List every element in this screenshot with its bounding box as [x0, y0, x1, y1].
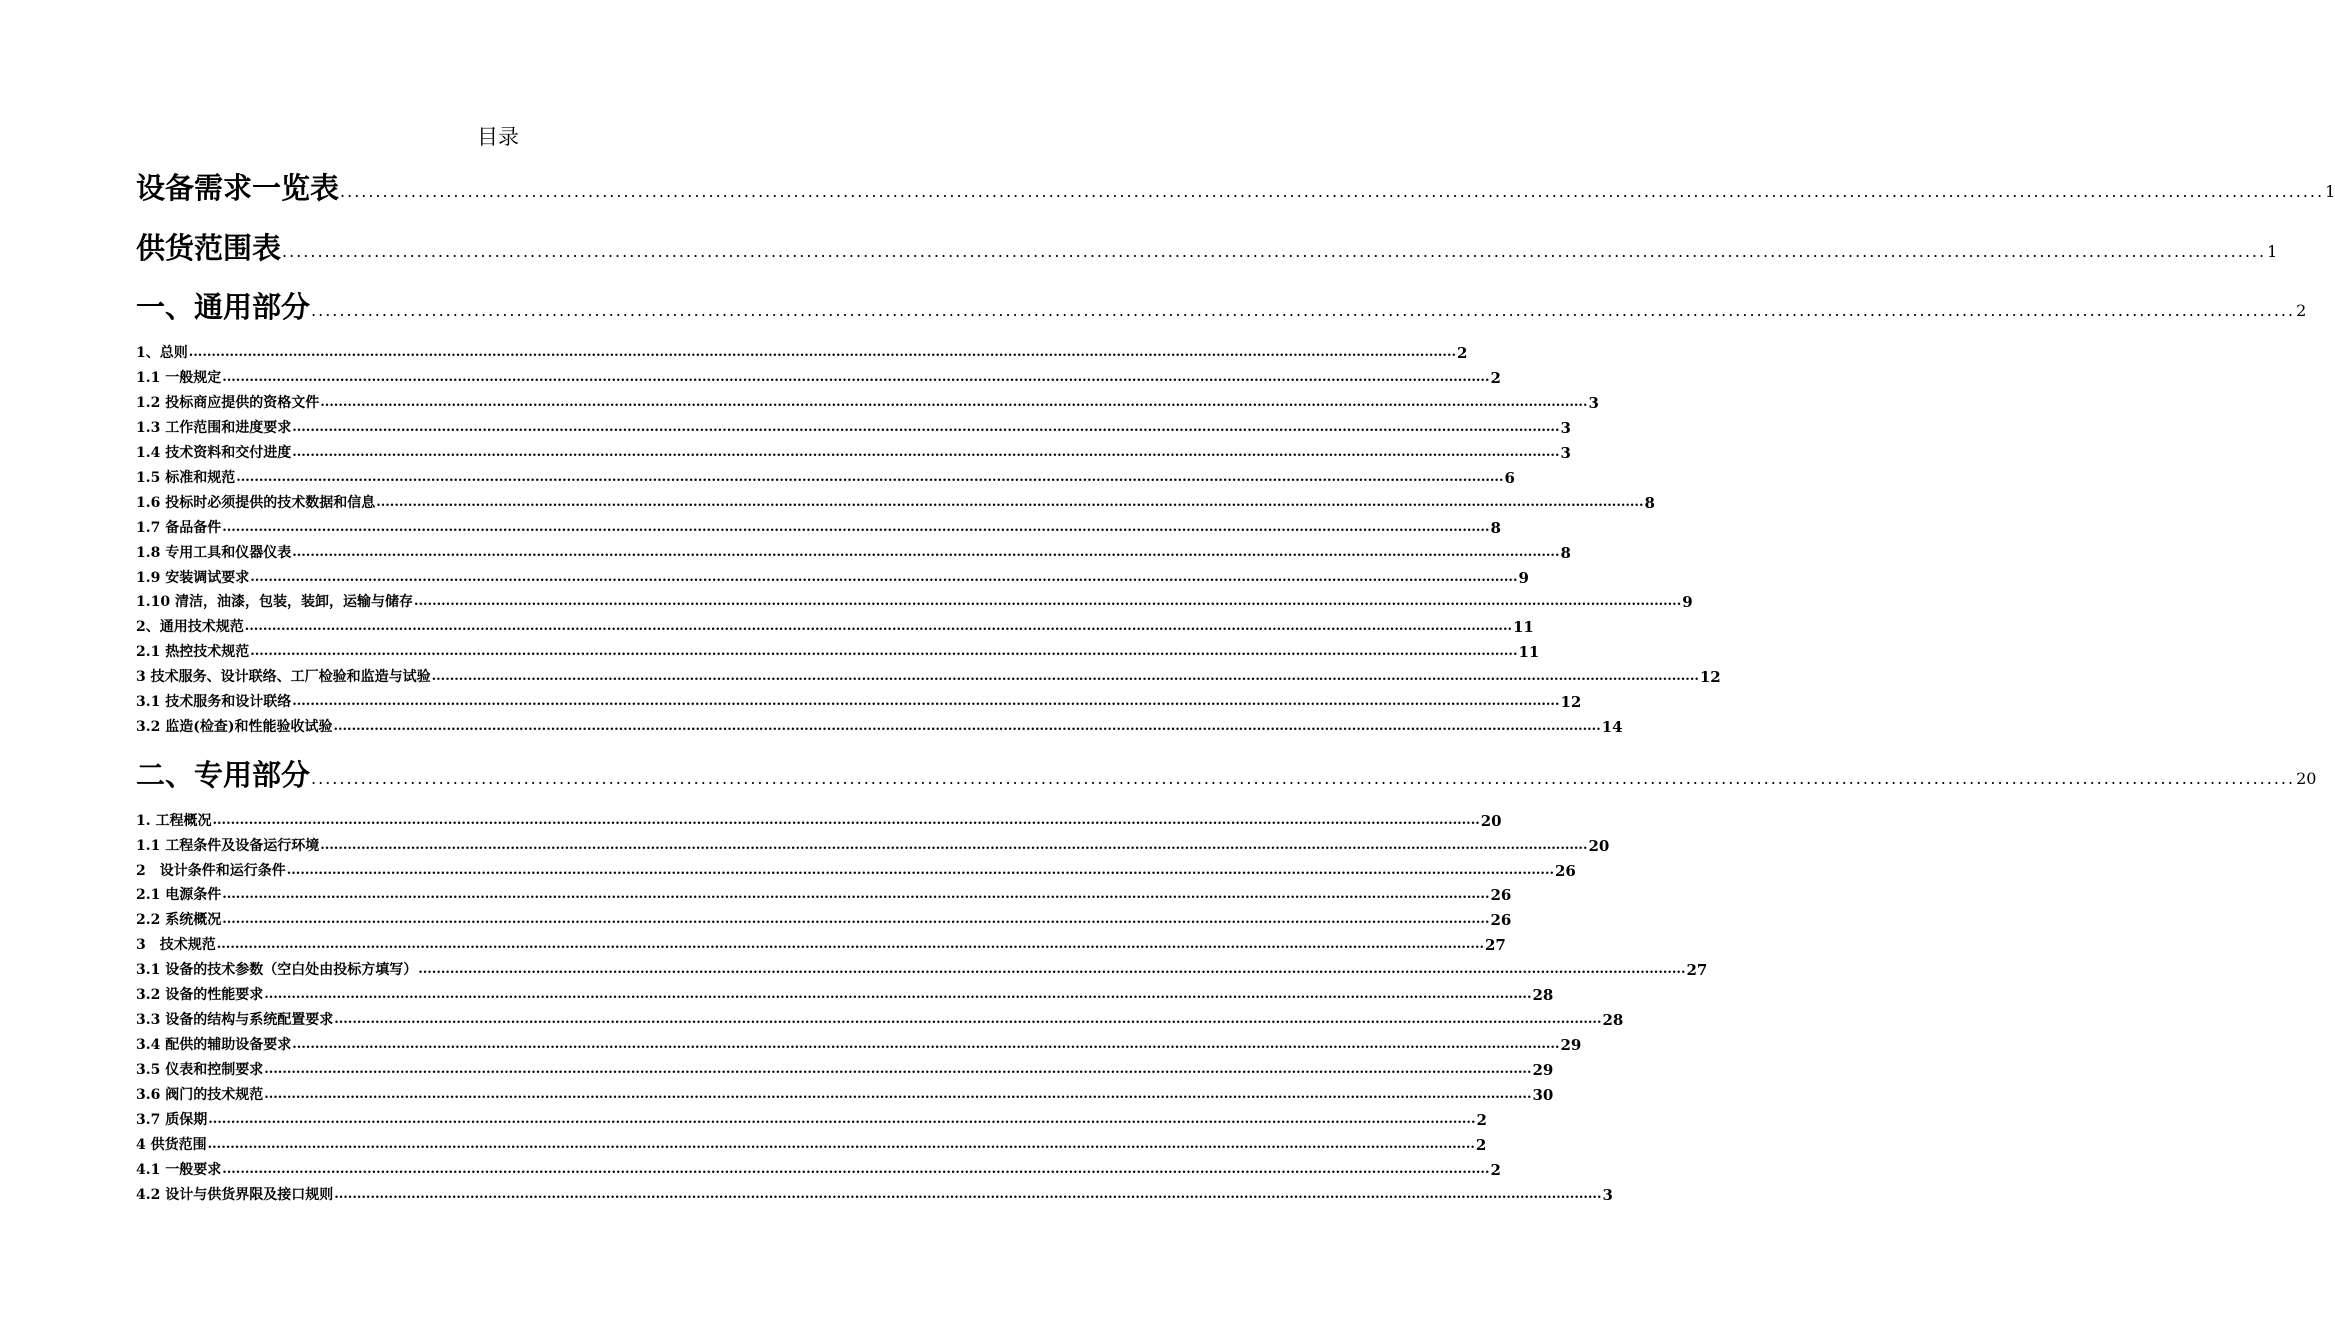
dot-leader: ........................................................................................................................................................................................................................................................................................ [418, 962, 1686, 977]
toc-entry-page: 2 [2296, 301, 2307, 320]
dot-leader: ........................................................................................................................................................................................................................................................................................ [222, 1162, 1490, 1177]
toc-entry-page: 14 [1601, 718, 1623, 736]
toc-entry-label: 设备需求一览表 [136, 171, 340, 205]
toc-entry [136, 1058, 1554, 1080]
toc-entry-label: 3.2 设备的性能要求 [136, 987, 264, 1003]
dot-leader: ........................................................................................................................................................................................................................................................................................ [292, 545, 1560, 560]
toc-entry [136, 516, 1501, 538]
toc-entry-label: 2.1 电源条件 [136, 887, 222, 903]
page-title: 目录 [477, 125, 519, 149]
toc-entry [136, 466, 1515, 488]
dot-leader: ........................................................................................................................................................................................................................................................................................ [207, 1137, 1475, 1152]
toc-entry-page: 3 [1560, 419, 1571, 437]
toc-entry [136, 933, 1506, 955]
toc-entry-label: 供货范围表 [136, 231, 282, 265]
toc-entry-label: 2.1 热控技术规范 [136, 644, 250, 660]
toc-entry [136, 615, 1534, 637]
toc-entry-page: 11 [1513, 618, 1534, 636]
toc-entry-label: 3.6 阀门的技术规范 [136, 1087, 264, 1103]
toc-entry [136, 715, 1623, 737]
toc-entry [136, 1133, 1487, 1155]
dot-leader: ........................................................................................................................................................................................................................................................................................ [431, 669, 1699, 684]
dot-leader: ........................................................................................................................................................................................................................................................................................ [236, 470, 1504, 485]
toc-entry-page: 9 [1682, 593, 1693, 611]
toc-entry-page: 3 [1588, 394, 1599, 412]
toc-entry [136, 1183, 1613, 1205]
toc-entry-label: 1.4 技术资料和交付进度 [136, 445, 292, 461]
dot-leader: ........................................................................................................................................................................................................................................................................................ [320, 838, 1588, 853]
dot-leader: ........................................................................................................................................................................................................................................................................................ [311, 769, 2296, 788]
dot-leader: ........................................................................................................................................................................................................................................................................................ [376, 495, 1644, 510]
toc-entry-label: 1.1 工程条件及设备运行环境 [136, 838, 320, 854]
toc-entry-page: 3 [1602, 1186, 1613, 1204]
toc-entry-page: 2 [1475, 1136, 1487, 1154]
toc-entry-page: 8 [1560, 544, 1571, 562]
toc-entry-page: 1 [2267, 242, 2278, 261]
dot-leader: ........................................................................................................................................................................................................................................................................................ [212, 813, 1480, 828]
toc-entry [136, 491, 1655, 513]
toc-entry-page: 26 [1490, 911, 1512, 929]
toc-entry-label: 1.2 投标商应提供的资格文件 [136, 395, 320, 411]
dot-leader: ........................................................................................................................................................................................................................................................................................ [264, 1087, 1532, 1102]
toc-entry-label: 3.7 质保期 [136, 1112, 208, 1128]
toc-entry [136, 958, 1708, 980]
toc-entry-label: 1.5 标准和规范 [136, 470, 236, 486]
toc-entry [136, 1158, 1501, 1180]
dot-leader: ........................................................................................................................................................................................................................................................................................ [334, 1187, 1602, 1202]
toc-entry-page: 3 [1560, 444, 1571, 462]
toc-entry-page: 20 [1588, 837, 1610, 855]
toc-entry-page: 2 [1490, 369, 1501, 387]
toc-entry-page: 9 [1518, 569, 1529, 587]
toc-entry [136, 168, 2335, 208]
toc-entry-page: 28 [1602, 1011, 1624, 1029]
toc-entry-page: 6 [1504, 469, 1515, 487]
toc-entry [136, 908, 1512, 930]
toc-entry [136, 541, 1571, 563]
toc-entry-page: 26 [1555, 862, 1576, 880]
toc-page [136, 0, 2335, 1344]
toc-entry-label: 1.1 一般规定 [136, 370, 222, 386]
toc-entry [136, 1033, 1582, 1055]
dot-leader: ........................................................................................................................................................................................................................................................................................ [282, 242, 2267, 261]
toc-entry-label: 4.2 设计与供货界限及接口规则 [136, 1187, 334, 1203]
toc-entry [136, 665, 1721, 687]
toc-entry-page: 8 [1644, 494, 1655, 512]
dot-leader: ........................................................................................................................................................................................................................................................................................ [292, 1037, 1560, 1052]
toc-entry-page: 29 [1560, 1036, 1582, 1054]
toc-entry-page: 27 [1686, 961, 1708, 979]
dot-leader: ........................................................................................................................................................................................................................................................................................ [292, 445, 1560, 460]
toc-entry-label: 3.1 技术服务和设计联络 [136, 694, 292, 710]
toc-entry-page: 29 [1532, 1061, 1554, 1079]
toc-entry [136, 566, 1529, 588]
toc-entry-page: 11 [1518, 643, 1540, 661]
toc-entry-label: 二、专用部分 [136, 758, 311, 792]
dot-leader: ........................................................................................................................................................................................................................................................................................ [222, 520, 1490, 535]
toc-entry-label: 2.2 系统概况 [136, 912, 222, 928]
toc-entry-label: 1.6 投标时必须提供的技术数据和信息 [136, 495, 376, 511]
toc-entry-label: 2、通用技术规范 [136, 619, 244, 635]
toc-entry-label: 3.4 配供的辅助设备要求 [136, 1037, 292, 1053]
dot-leader: ........................................................................................................................................................................................................................................................................................ [188, 345, 1456, 360]
toc-entry-page: 12 [1699, 668, 1721, 686]
toc-entry-label: 1.7 备品备件 [136, 520, 222, 536]
toc-entry-page: 27 [1485, 936, 1506, 954]
dot-leader: ........................................................................................................................................................................................................................................................................................ [208, 1112, 1476, 1127]
toc-entry [136, 640, 1540, 662]
toc-entry-label: 3.3 设备的结构与系统配置要求 [136, 1012, 334, 1028]
toc-entry-page: 28 [1532, 986, 1554, 1004]
dot-leader: ........................................................................................................................................................................................................................................................................................ [250, 644, 1518, 659]
dot-leader: ........................................................................................................................................................................................................................................................................................ [292, 694, 1560, 709]
dot-leader: ........................................................................................................................................................................................................................................................................................ [333, 719, 1601, 734]
dot-leader: ........................................................................................................................................................................................................................................................................................ [264, 1062, 1532, 1077]
toc-entry-page: 26 [1490, 886, 1512, 904]
toc-entry-page: 2 [1457, 344, 1468, 362]
dot-leader: ........................................................................................................................................................................................................................................................................................ [264, 987, 1532, 1002]
toc-entry-page: 20 [2296, 769, 2317, 788]
toc-entry-label: 3 技术规范 [136, 937, 216, 953]
dot-leader: ........................................................................................................................................................................................................................................................................................ [413, 594, 1682, 609]
toc-entry-label: 3.1 设备的技术参数（空白处由投标方填写） [136, 962, 418, 978]
toc-entry-page: 30 [1532, 1086, 1554, 1104]
toc-entry-page: 8 [1490, 519, 1501, 537]
toc-entry [136, 883, 1512, 905]
toc-entry [136, 1083, 1554, 1105]
dot-leader: ........................................................................................................................................................................................................................................................................................ [292, 420, 1560, 435]
toc-entry [136, 341, 1468, 363]
toc-entry-label: 一、通用部分 [136, 290, 311, 324]
dot-leader: ........................................................................................................................................................................................................................................................................................ [286, 863, 1554, 878]
toc-entry-label: 1.3 工作范围和进度要求 [136, 420, 292, 436]
toc-entry [136, 1008, 1624, 1030]
toc-entry-label: 1.8 专用工具和仪器仪表 [136, 545, 292, 561]
toc-entry [136, 755, 2317, 795]
toc-entry-label: 1. 工程概况 [136, 813, 212, 829]
toc-entry-label: 1、总则 [136, 345, 188, 361]
dot-leader: ........................................................................................................................................................................................................................................................................................ [222, 887, 1490, 902]
toc-entry-label: 2 设计条件和运行条件 [136, 863, 286, 879]
toc-entry [136, 441, 1571, 463]
dot-leader: ........................................................................................................................................................................................................................................................................................ [222, 370, 1490, 385]
dot-leader: ........................................................................................................................................................................................................................................................................................ [216, 937, 1484, 952]
toc-entry [136, 366, 1501, 388]
dot-leader: ........................................................................................................................................................................................................................................................................................ [340, 182, 2325, 201]
dot-leader: ........................................................................................................................................................................................................................................................................................ [320, 395, 1588, 410]
toc-entry-page: 2 [1490, 1161, 1501, 1179]
toc-entry [136, 983, 1554, 1005]
toc-entry-label: 3.5 仪表和控制要求 [136, 1062, 264, 1078]
toc-entry [136, 228, 2278, 268]
toc-entry-label: 1.10 清洁，油漆，包装，装卸，运输与储存 [136, 594, 413, 610]
dot-leader: ........................................................................................................................................................................................................................................................................................ [222, 912, 1490, 927]
toc-entry [136, 809, 1502, 831]
toc-entry [136, 590, 1693, 612]
toc-entry [136, 287, 2307, 327]
dot-leader: ........................................................................................................................................................................................................................................................................................ [311, 301, 2296, 320]
toc-entry-label: 3 技术服务、设计联络、工厂检验和监造与试验 [136, 669, 431, 685]
toc-entry-page: 12 [1560, 693, 1582, 711]
toc-entry-label: 4 供货范围 [136, 1137, 207, 1153]
dot-leader: ........................................................................................................................................................................................................................................................................................ [244, 619, 1512, 634]
toc-entry-label: 1.9 安装调试要求 [136, 570, 250, 586]
toc-entry-page: 20 [1480, 812, 1502, 830]
dot-leader: ........................................................................................................................................................................................................................................................................................ [334, 1012, 1602, 1027]
toc-entry-label: 3.2 监造(检查)和性能验收试验 [136, 719, 333, 735]
toc-entry [136, 1108, 1487, 1130]
toc-entry [136, 859, 1576, 881]
toc-entry-page: 1 [2325, 182, 2335, 201]
toc-entry [136, 690, 1582, 712]
toc-entry [136, 834, 1610, 856]
toc-entry [136, 391, 1599, 413]
toc-entry [136, 416, 1571, 438]
toc-entry-page: 2 [1476, 1111, 1487, 1129]
toc-entry-label: 4.1 一般要求 [136, 1162, 222, 1178]
dot-leader: ........................................................................................................................................................................................................................................................................................ [250, 570, 1518, 585]
